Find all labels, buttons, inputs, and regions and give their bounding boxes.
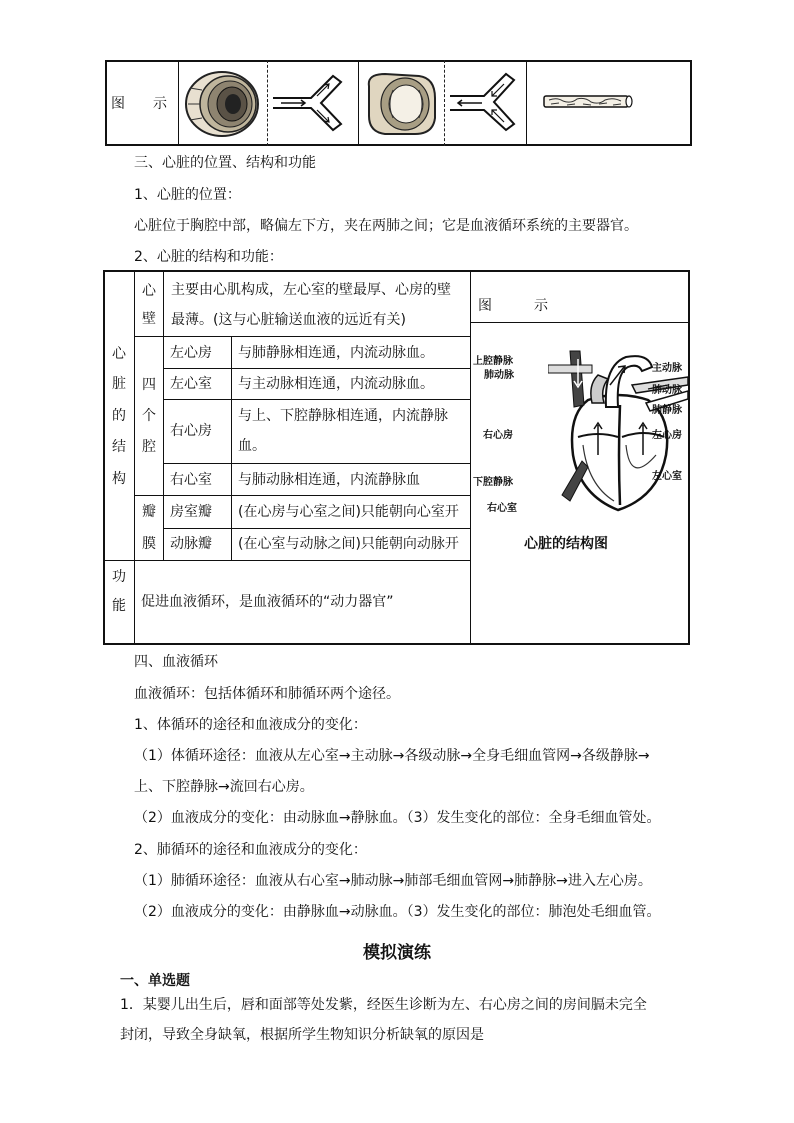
diagram-label: 上腔静脉: [473, 356, 513, 367]
cavity-desc: 与上、下腔静脉相连通，内流静脉: [238, 408, 448, 424]
diagram-label: 下腔静脉: [473, 477, 513, 488]
diagram-label: 肺动脉: [484, 370, 514, 381]
diagram-label: 左心房: [652, 430, 682, 441]
artery-cross-section-image: [182, 68, 262, 140]
cavity-name: 右心房: [170, 423, 212, 439]
subheading: 2、心脏的结构和功能：: [134, 249, 283, 265]
capillary-image: [543, 94, 633, 110]
paragraph: （2）血液成分的变化：由动脉血→静脉血。（3）发生变化的部位：全身毛细血管处。: [134, 810, 661, 826]
left-label-char: 结: [112, 439, 126, 455]
subheading: 1、心脏的位置：: [134, 187, 241, 203]
function-label-char: 能: [112, 598, 126, 614]
paragraph: 血液循环：包括体循环和肺循环两个途径。: [134, 686, 400, 702]
subheading: 2、肺循环的途径和血液成分的变化：: [134, 842, 367, 858]
diagram-label: 肺静脉: [652, 405, 682, 416]
paragraph: （1）体循环途径：血液从左心室→主动脉→各级动脉→全身毛细血管网→各级静脉→: [134, 748, 650, 764]
cavity-desc: 与肺动脉相连通，内流静脉血: [238, 472, 420, 488]
function-label-char: 功: [112, 569, 126, 585]
figure-label: 图 示: [478, 298, 548, 314]
diagram-label: 肺动脉: [652, 385, 682, 396]
diagram-label: 主动脉: [652, 363, 682, 374]
question-text: 1．某婴儿出生后，唇和面部等处发紫，经医生诊断为左、右心房之间的房间膈未完全: [120, 997, 647, 1013]
diagram-label: 右心室: [487, 503, 517, 514]
practice-title: 模拟演练: [363, 943, 431, 963]
valve-name: 动脉瓣: [170, 536, 212, 552]
vein-cross-section-image: [363, 68, 441, 140]
wall-description: 最薄。(这与心脏输送血液的远近有关): [171, 312, 406, 328]
left-label-char: 的: [112, 408, 126, 424]
vein-branch-image: [448, 72, 524, 134]
wall-label-char: 心: [142, 283, 156, 299]
cavity-name: 右心室: [170, 472, 212, 488]
left-label-char: 构: [112, 471, 126, 487]
cavity-label-char: 腔: [142, 439, 156, 455]
cavity-name: 左心室: [170, 376, 212, 392]
cavity-name: 左心房: [170, 345, 212, 361]
cavity-desc: 与主动脉相连通，内流动脉血。: [238, 376, 434, 392]
cavity-label-char: 四: [142, 377, 156, 393]
left-label-char: 脏: [112, 376, 126, 392]
diagram-label: 左心室: [652, 471, 682, 482]
cavity-desc: 与肺静脉相连通，内流动脉血。: [238, 345, 434, 361]
diagram-label: 右心房: [483, 430, 513, 441]
paragraph: 心脏位于胸腔中部，略偏左下方，夹在两肺之间；它是血液循环系统的主要器官。: [134, 218, 638, 234]
artery-branch-image: [271, 72, 355, 134]
diagram-caption: 心脏的结构图: [524, 536, 608, 552]
section-heading: 四、血液循环: [134, 654, 218, 670]
valve-name: 房室瓣: [170, 504, 212, 520]
vessel-figure-table: [105, 60, 690, 146]
question-text: 封闭，导致全身缺氧，根据所学生物知识分析缺氧的原因是: [120, 1027, 484, 1043]
valve-label-char: 瓣: [142, 504, 156, 520]
subheading: 1、体循环的途径和血液成分的变化：: [134, 717, 367, 733]
paragraph: （2）血液成分的变化：由静脉血→动脉血。（3）发生变化的部位：肺泡处毛细血管。: [134, 904, 661, 920]
function-text: 促进血液循环，是血液循环的“动力器官”: [141, 594, 394, 610]
cavity-label-char: 个: [142, 408, 156, 424]
question-section-heading: 一、单选题: [120, 973, 190, 989]
wall-label-char: 壁: [142, 311, 156, 327]
paragraph: （1）肺循环途径：血液从右心室→肺动脉→肺部毛细血管网→肺静脉→进入左心房。: [134, 873, 652, 889]
section-heading: 三、心脏的位置、结构和功能: [134, 155, 316, 171]
valve-desc: (在心室与动脉之间)只能朝向动脉开: [238, 536, 459, 552]
paragraph: 上、下腔静脉→流回右心房。: [134, 779, 314, 795]
heart-structure-table: [103, 270, 690, 645]
valve-desc: (在心房与心室之间)只能朝向心室开: [238, 504, 459, 520]
cavity-desc: 血。: [238, 438, 266, 454]
valve-label-char: 膜: [142, 536, 156, 552]
left-label-char: 心: [112, 346, 126, 362]
wall-description: 主要由心肌构成，左心室的壁最厚、心房的壁: [171, 282, 451, 298]
figure-label: 图 示: [111, 96, 167, 112]
